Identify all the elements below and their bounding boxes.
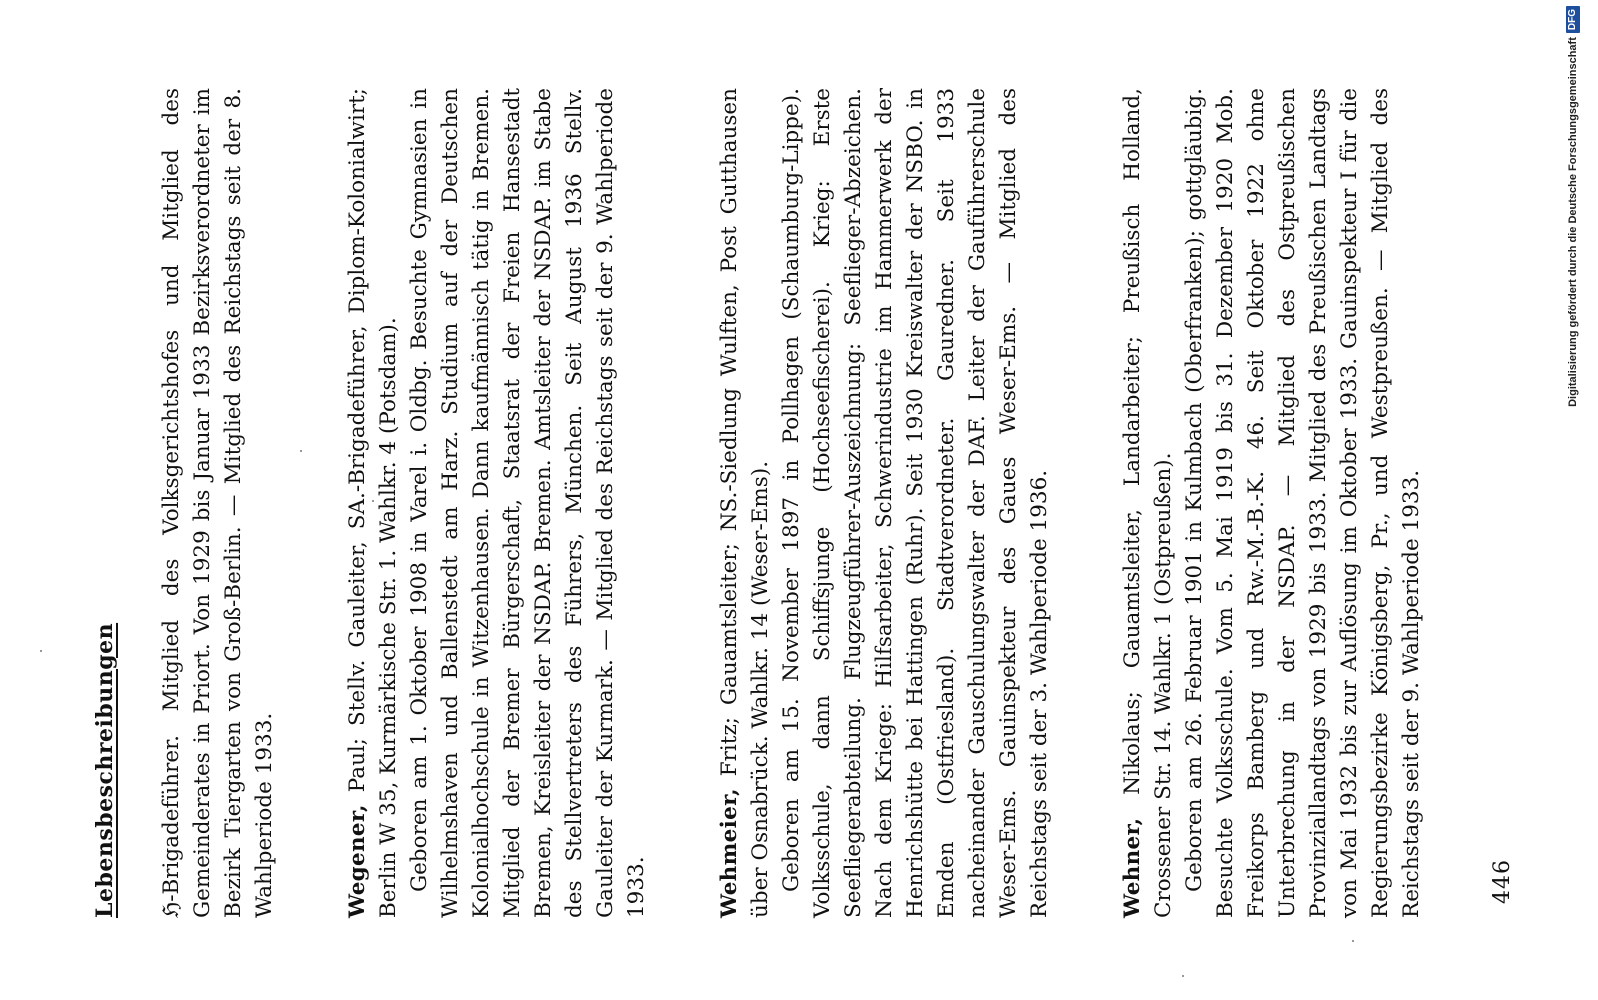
entry-header-details: Paul; Stellv. Gauleiter, SA.-Brigadeführer, Diplom-Kolonialwirt; Berlin W 35, Kurmärkische Str. 1. Wahlkr. 4 (Potsdam). <box>345 88 401 918</box>
stamp-text-row <box>1556 0 1590 1000</box>
scan-speck <box>300 450 302 452</box>
stamp-text: Digitalisierung gefördert durch die Deutsche Forschungsgemeinschaft <box>1567 37 1579 407</box>
biography-entry-wehner <box>1117 88 1427 918</box>
entry-name: Wehner, <box>1120 817 1145 918</box>
entry-spacer <box>280 88 342 918</box>
entry-header <box>342 88 404 918</box>
entry-header-details: Nikolaus; Gauamtsleiter, Landarbeiter; Preußisch Holland, Crossener Str. 14. Wahlkr. 1 (Ostpreußen). <box>1120 88 1176 918</box>
entry-header-details: Fritz; Gauamtsleiter; NS.-Siedlung Wulften, Post Gutthausen über Osnabrück. Wahlkr. 14 (Weser-Ems). <box>717 88 773 918</box>
section-heading: Lebensbeschreibungen <box>92 622 118 918</box>
biography-entry-wegener <box>342 88 652 918</box>
entry-name: Wegener, <box>345 804 370 918</box>
page-number: 446 <box>1490 859 1515 904</box>
text-column <box>92 88 1427 918</box>
entry-header <box>1117 88 1179 918</box>
dfg-logo-icon: DFG <box>1566 6 1580 33</box>
entry-body: Geboren am 15. November 1897 in Pollhagen (Schaumburg-Lippe). Volksschule, dann Schiffsjunge (Hochseefischerei). Krieg: Erste Seefliegerabteilung. Flugzeugführer-Auszeichnung: Seeflieger-Abzeichen. Nach dem Kriege: Hilfsarbeiter, Schwerindustrie im Hammerwerk der Henrichshütte bei Hattingen (Ruhr). Seit 1930 Kreiswalter der NSBO. in Emden (Ostfriesland). Stadtverordneter. Gauredner. Seit 1933 nacheinander Gauschulungswalter der DAF. Leiter der Gauführerschule Weser-Ems. Gauinspekteur des Gaues Weser-Ems. — Mitglied des Reichstags seit der 3. Wahlperiode 1936. <box>779 88 1052 918</box>
entry-spacer <box>1055 88 1117 918</box>
entry-header <box>714 88 776 918</box>
scan-speck <box>1352 940 1354 942</box>
entry-continuation-text: ℌ-Brigadeführer. Mitglied des Volksgerichtshofes und Mitglied des Gemeinderates in Priort. Von 1929 bis Januar 1933 Bezirksverordneter im Bezirk Tiergarten von Groß-Berlin. — Mitglied des Reichstags seit der 8. Wahlperiode 1933. <box>159 88 277 918</box>
entry-name: Wehmeier, <box>717 788 742 918</box>
scan-speck <box>372 500 374 502</box>
digitization-stamp <box>1556 0 1590 1000</box>
entry-body: Geboren am 1. Oktober 1908 in Varel i. Oldbg. Besuchte Gymnasien in Wilhelmshaven und Ballenstedt am Harz. Studium auf der Deutschen Kolonialhochschule in Witzenhausen. Dann kaufmännisch tätig in Bremen. Mitglied der Bremer Bürgerschaft, Staatsrat der Freien Hansestadt Bremen, Kreisleiter der NSDAP. Bremen. Amtsleiter der NSDAP. im Stabe des Stellvertreters des Führers, München. Seit August 1936 Stellv. Gauleiter der Kurmark. — Mitglied des Reichstags seit der 9. Wahlperiode 1933. <box>407 88 649 918</box>
entry-body: Geboren am 26. Februar 1901 in Kulmbach (Oberfranken); gottgläubig. Besuchte Volksschule. Vom 5. Mai 1919 bis 31. Dezember 1920 Mob. Freikorps Bamberg und Rw.-M.-B.-K. 46. Seit Oktober 1922 ohne Unterbrechung in der NSDAP. — Mitglied des Ostpreußischen Provinziallandtags von 1929 bis 1933. Mitglied des Preußischen Landtags von Mai 1932 bis zur Auflösung im Oktober 1933. Gauinspekteur I für die Regierungsbezirke Königsberg, Pr., und Westpreußen. — Mitglied des Reichstags seit der 9. Wahlperiode 1933. <box>1182 88 1424 918</box>
scan-speck <box>1182 975 1184 977</box>
scan-speck <box>40 650 42 652</box>
biography-entry-wehmeier <box>714 88 1055 918</box>
entry-spacer <box>652 88 714 918</box>
biography-entry-continuation <box>156 88 280 918</box>
